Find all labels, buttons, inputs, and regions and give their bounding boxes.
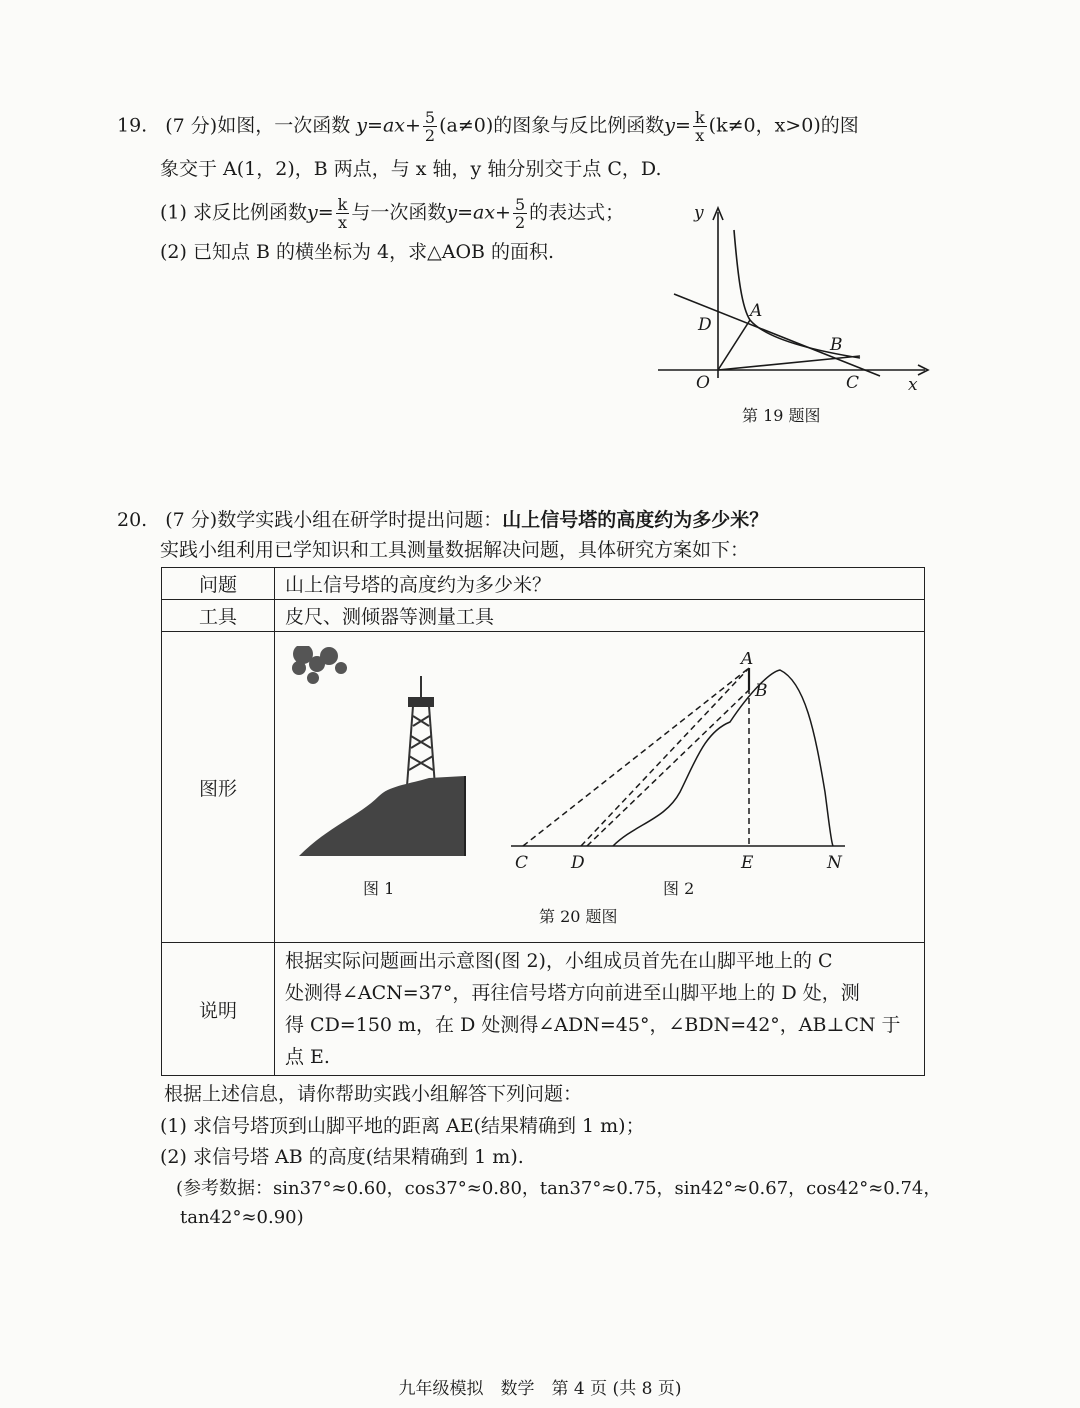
label-y: y: [694, 203, 704, 223]
segment-oa: [718, 320, 750, 370]
label-point-n: N: [827, 853, 842, 873]
description-line-3: 得 CD=150 m，在 D 处测得∠ADN=45°，∠BDN=42°，AB⊥CN 于: [285, 1014, 901, 1036]
tower-icon: [407, 676, 435, 786]
research-scheme-table: [161, 567, 925, 1076]
q20-intro: 数学实践小组在研学时提出问题：: [217, 509, 503, 531]
q19-points: (7 分): [165, 114, 218, 137]
q20-figure-caption: 第 20 题图: [539, 907, 618, 926]
q20-line1: [117, 506, 768, 534]
q19-part2: (2) 已知点 B 的横坐标为 4，求△AOB 的面积.: [160, 241, 555, 263]
q20-line2: 实践小组利用已学知识和工具测量数据解决问题，具体研究方案如下：: [160, 539, 750, 561]
condition-a: (a≠0): [439, 114, 494, 137]
value-description: [275, 943, 925, 1076]
q19-line2: 象交于 A(1，2)，B 两点，与 x 轴，y 轴分别交于点 C，D.: [160, 158, 662, 180]
q19-intro-c: 的图: [820, 114, 859, 137]
description-line-1: 根据实际问题画出示意图(图 2)，小组成员首先在山脚平地上的 C: [285, 950, 833, 972]
inverse-function: y=: [664, 114, 691, 137]
fig1-caption: 图 1: [363, 879, 395, 898]
tower-photo-image: [289, 646, 469, 866]
label-tools: 工具: [162, 600, 275, 632]
label-o: O: [696, 373, 710, 393]
q19-figure: [650, 198, 940, 408]
label-b: B: [830, 335, 843, 355]
segment-ob: [718, 356, 860, 370]
q20-number: 20.: [117, 509, 148, 531]
mountain-diagram: [505, 652, 845, 882]
label-description: 说明: [162, 943, 275, 1076]
label-point-e: E: [741, 853, 754, 873]
q20-reference-1: (参考数据：sin37°≈0.60，cos37°≈0.80，tan37°≈0.75，sin42°≈0.67，cos42°≈0.74，: [176, 1178, 942, 1199]
label-point-d: D: [571, 853, 585, 873]
q20-question-bold: 山上信号塔的高度约为多少米？: [502, 509, 769, 531]
table-row-figure: [162, 632, 925, 943]
line-da: [581, 668, 749, 846]
q20-reference-2: tan42°≈0.90): [180, 1207, 304, 1228]
q19-number: 19.: [117, 114, 148, 137]
hill-silhouette: [299, 776, 465, 856]
q19-caption: 第 19 题图: [742, 406, 821, 425]
fig2-caption: 图 2: [663, 879, 695, 898]
table-row-description: [162, 943, 925, 1076]
q19-intro-a: 如图，一次函数: [217, 114, 351, 137]
label-point-b: B: [755, 681, 768, 701]
q19-line1: [117, 109, 859, 144]
description-line-2: 处测得∠ACN=37°，再往信号塔方向前进至山脚平地上的 D 处，测: [285, 982, 860, 1004]
label-d: D: [698, 315, 712, 335]
condition-k: (k≠0，x>0): [708, 114, 821, 137]
label-point-c: C: [515, 853, 529, 873]
q20-points: (7 分): [165, 509, 218, 531]
line-db: [587, 690, 749, 846]
line-ca: [523, 668, 749, 846]
q19-part1: (1) 求反比例函数y= $\frac{k}{x}$ 与一次函数y=ax+ $\frac{5}{2}$ 的表达式；: [160, 195, 625, 232]
label-x: x: [908, 375, 918, 395]
q19-intro-b: 的图象与反比例函数: [493, 114, 665, 137]
q20-part2: (2) 求信号塔 AB 的高度(结果精确到 1 m).: [160, 1146, 524, 1168]
figure-cell: [275, 632, 925, 943]
tree-branch-icon: [292, 646, 347, 684]
table-row-question: [162, 568, 925, 600]
linear-function: y=ax+: [356, 114, 421, 137]
label-figure: 图形: [162, 632, 275, 943]
value-question: 山上信号塔的高度约为多少米？: [275, 568, 925, 600]
page-footer: 九年级模拟 数学 第 4 页 (共 8 页): [398, 1379, 682, 1399]
q20-part1: (1) 求信号塔顶到山脚平地的距离 AE(结果精确到 1 m)；: [160, 1115, 645, 1137]
label-a: A: [750, 301, 763, 321]
fraction-k-x: $\frac{k}{x}$: [694, 108, 705, 145]
table-row-tools: [162, 600, 925, 632]
description-line-4: 点 E.: [285, 1046, 330, 1068]
label-question: 问题: [162, 568, 275, 600]
label-c: C: [846, 373, 860, 393]
label-point-a: A: [741, 652, 754, 669]
value-tools: 皮尺、测倾器等测量工具: [275, 600, 925, 632]
fraction-5-2: $\frac{5}{2}$: [424, 108, 436, 145]
mountain-outline: [613, 670, 833, 846]
q20-after-1: 根据上述信息，请你帮助实践小组解答下列问题：: [164, 1083, 583, 1105]
